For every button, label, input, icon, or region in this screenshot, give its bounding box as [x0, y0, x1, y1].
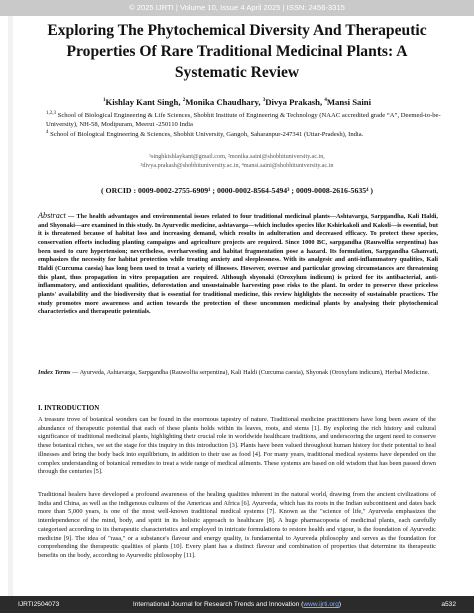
affiliation-1: [46, 110, 446, 130]
intro-paragraph-2: Traditional healers have developed a profound awareness of the healing qualities inherent in the natural world, drawing from the ancient civilizations of India and China, as well as the indigenous cultures of the Americas and Africa [6]. Ayurveda, which has its roots in the Indian subcontinent and dates back more than 5,000 years, is one of the most well-known traditional medical systems [7]. Known as the "science of life," Ayurveda emphasizes the interdependence of the mind, body, and spirit in its holistic approach to healthcare [8]. A huge pharmacopoeia of medicinal plants, each carefully categorised according to its therapeutic characteristics and employed in intricate formulations to restore health and vigour, is the foundation of Ayurvedic medicine [9]. The idea of "rasa," or a substance's flavour and energy quality, is fundamental to Ayurveda philosophy and serves as the foundation for comprehending the therapeutic qualities of plants [10]. Every plant has a distinct flavour and combination of properties that determine its therapeutic benefits on the body, according to Ayurvedic philosophy [11].: [38, 491, 436, 559]
orcid-line: ( ORCID : 0009-0002-2755-6909¹ ; 0000-0002-8564-5494³ ; 0009-0008-2616-5635⁴ ): [100, 186, 374, 195]
abstract: [38, 212, 438, 317]
abstract-label: Abstract: [38, 211, 66, 220]
paper-id: IJRTI2504073: [18, 601, 60, 608]
page-number: a532: [441, 601, 456, 608]
author-number: 1: [102, 98, 106, 103]
author-emails: [80, 153, 394, 171]
journal-name: International Journal for Research Trends and Innovation (www.ijrti.org): [132, 601, 342, 608]
affiliation-text: School of Biological Engineering & Sciences, Shobhit University, Gangoh, Saharanpur-247341 (Uttar-Pradesh), India.: [50, 131, 364, 139]
journal-banner: © 2025 IJRTI | Volume 10, Issue 4 April 2025 | ISSN: 2456-3315: [0, 0, 474, 16]
page-edge-shadow: [8, 0, 13, 613]
author-number: 2: [182, 98, 186, 103]
author-name: Monika Chaudhary,: [185, 96, 263, 107]
author-list: [30, 95, 444, 108]
author-number: 4: [324, 98, 327, 103]
index-terms: [38, 369, 438, 378]
abstract-text: — The health advantages and environmental issues related to four traditional medicinal plants—Ashtavarga, Sarpgandha, Kali Haldi, and Shyonaki—are examined in this study. In Ayurvedic medicine, ashtavarga—which includes species like Kshirkakoli and Kakoli—is essential, but it is threatened because of habitat loss and increasing demand, which results in adulteration and decreased efficacy. To protect these species, conservation efforts including planting campaigns and agriculture projects are required. Since 1000 BC, sarpgandha (Rauwolfia serpentina) has been used to cure hypertension; nevertheless, overharvesting and habitat fragmentation pose a hazard. Its formulation, Sarpgandha Ghanvati, emphasizes the necessity for habitat protection while treating anxiety and sleeplessness. With its analgesic and anti-inflammatory qualities, Kali Haldi (Curcuma caesia) has long been used to treat a variety of illnesses. However, overuse and particular growing circumstances are threatening this plant, thus propagation in vitro propagation are required. Although shyonaki (Oroxylum indicum) is prized for its antibacterial, anti-inflammatory, and antioxidant qualities, deforestation and unsustainable harvesting pose risks to the plant. In order to preserve these priceless plants' availability and the biodiversity that is essential for traditional medicine, this review highlights the necessity of sustainable practices. The study promotes more awareness and action towards the protection of these uncommon medicinal plants by analysing their phytochemical characteristics and therapeutic potentials.: [38, 213, 438, 316]
journal-link[interactable]: www.ijrti.org: [303, 601, 339, 608]
index-terms-label: Index Terms: [38, 369, 71, 376]
section-heading-introduction: I. INTRODUCTION: [38, 405, 100, 412]
email-line[interactable]: ³divya.prakash@shobhituniversity.ac.in, ⁴mansi.saini@shobhituniversity.ac.in: [140, 161, 334, 169]
email-line[interactable]: ¹singhkishlaykant@gmail.com, ²monika.saini@shobhituniversity.ac.in,: [149, 153, 325, 160]
author-name: Mansi Saini: [326, 96, 372, 107]
affiliation-2: [46, 129, 446, 140]
author-name: Kishlay Kant Singh,: [105, 96, 183, 107]
paper-title: Exploring The Phytochemical Diversity And Therapeutic Properties Of Rare Traditional Medicinal Plants: A Systematic Review: [47, 22, 427, 81]
intro-paragraph-1: A treasure trove of botanical wonders can be found in the enormous tapestry of nature. Traditional medicine practitioners have long been aware of the abundance of therapeutic potential that each of these plants holds within its leaves, roots, and stems [1]. By exploring the rich history and cultural significance of traditional medicinal plants, highlighting their crucial role in worldwide healthcare traditions, and underscoring the urgent need to conserve these botanical riches, we set the stage for this inquiry in this introduction [3]. Plants have been valued throughout human history for their potential to heal illnesses and bring the body back into equilibrium, in addition to their use as food [4]. For many years, traditional medical systems have depended on the complex understanding of botanical remedies to treat a wide range of medical ailments. These systems are based on old wisdom that has been passed down through the centuries [5].: [38, 416, 436, 476]
affiliation-number: 1,2,3: [46, 111, 56, 116]
author-number: 3: [262, 98, 266, 103]
page-footer: [0, 596, 474, 613]
index-terms-text: — Ayurveda, Ashtavarga, Sarpgandha (Rauwolfia serpentina), Kali Haldi (Curcuma caesia), Shyonak (Oroxylum indicum), Herbal Medicine.: [70, 369, 430, 376]
affiliation-text: School of Biological Engineering & Life Sciences, Shobhit Institute of Engineering & Technology (NAAC accredited grade “A”, Deemed-to-be-University), NH-58, Modipuram, Meerut -250110 India: [46, 112, 441, 128]
affiliation-number: 4: [46, 130, 49, 135]
author-name: Divya Prakash,: [265, 96, 325, 107]
